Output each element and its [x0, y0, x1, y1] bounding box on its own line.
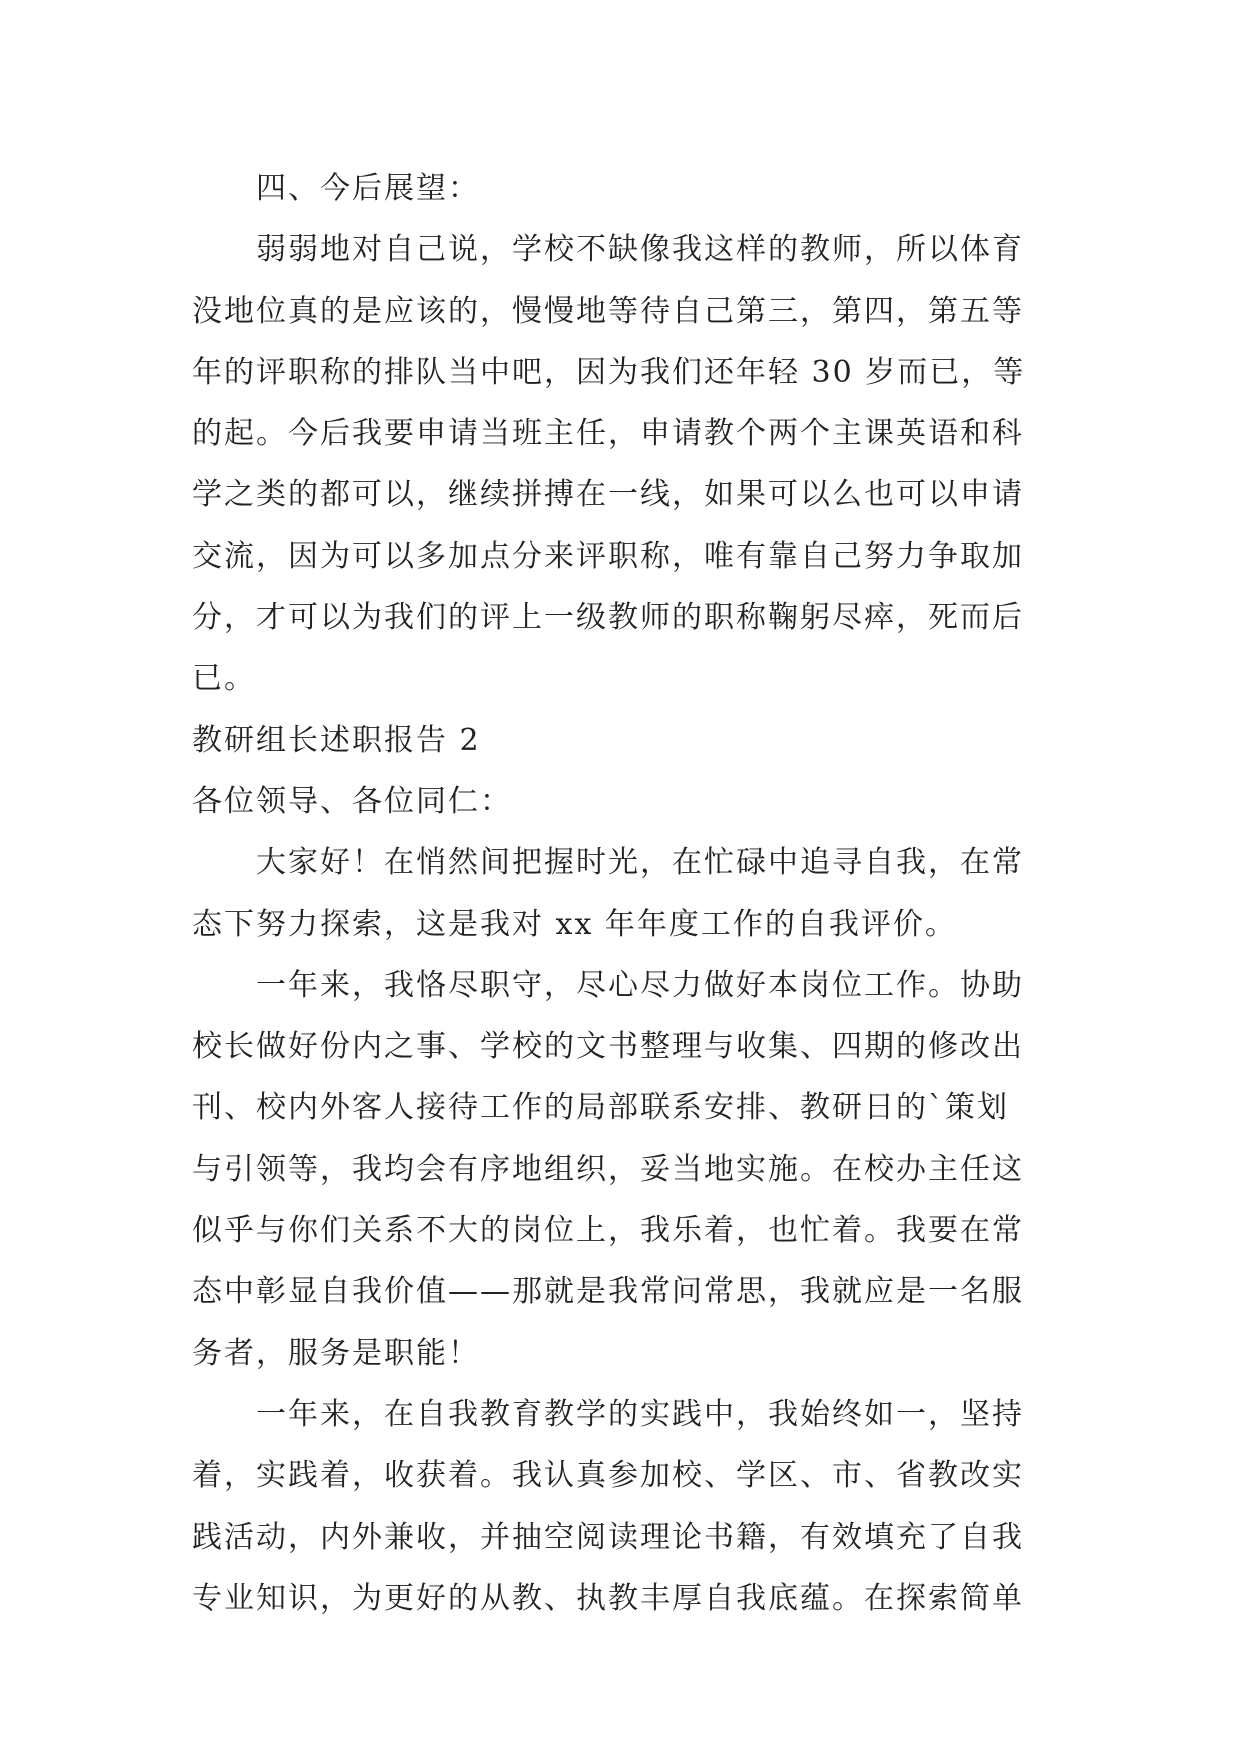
paragraph-line: 态中彰显自我价值——那就是我常问常思，我就应是一名服	[192, 1274, 1024, 1310]
paragraph-line: 专业知识，为更好的从教、执教丰厚自我底蕴。在探索简单	[192, 1580, 1024, 1616]
paragraph-line: 着，实践着，收获着。我认真参加校、学区、市、省教改实	[192, 1458, 1024, 1494]
paragraph-line: 一年来，我恪尽职守，尽心尽力做好本岗位工作。协助	[256, 967, 1024, 1003]
paragraph-line: 似乎与你们关系不大的岗位上，我乐着，也忙着。我要在常	[192, 1213, 1024, 1249]
paragraph-line: 没地位真的是应该的，慢慢地等待自己第三，第四，第五等	[192, 293, 1024, 329]
paragraph-line: 态下努力探索，这是我对 xx 年年度工作的自我评价。	[192, 906, 957, 942]
paragraph-line: 学之类的都可以，继续拼搏在一线，如果可以么也可以申请	[192, 477, 1024, 513]
paragraph-line: 校长做好份内之事、学校的文书整理与收集、四期的修改出	[192, 1029, 1024, 1065]
document-body	[192, 158, 1052, 1629]
paragraph-line: 交流，因为可以多加点分来评职称，唯有靠自己努力争取加	[192, 538, 1024, 574]
paragraph-line: 大家好！在悄然间把握时光，在忙碌中追寻自我，在常	[256, 845, 1024, 881]
report-title: 教研组长述职报告 2	[192, 722, 481, 758]
section-heading-outlook: 四、今后展望：	[256, 171, 480, 206]
paragraph-line: 务者，服务是职能！	[192, 1335, 480, 1371]
paragraph-line: 与引领等，我均会有序地组织，妥当地实施。在校办主任这	[192, 1151, 1024, 1187]
paragraph-line: 弱弱地对自己说，学校不缺像我这样的教师，所以体育	[256, 232, 1024, 268]
paragraph-line: 已。	[192, 661, 256, 697]
salutation: 各位领导、各位同仁：	[192, 783, 512, 819]
paragraph-line: 一年来，在自我教育教学的实践中，我始终如一，坚持	[256, 1396, 1024, 1432]
paragraph-line: 分，才可以为我们的评上一级教师的职称鞠躬尽瘁，死而后	[192, 600, 1024, 636]
paragraph-line: 刊、校内外客人接待工作的局部联系安排、教研日的`策划	[192, 1090, 1009, 1126]
paragraph-line: 的起。今后我要申请当班主任，申请教个两个主课英语和科	[192, 416, 1024, 452]
paragraph-line: 践活动，内外兼收，并抽空阅读理论书籍，有效填充了自我	[192, 1519, 1024, 1555]
paragraph-line: 年的评职称的排队当中吧，因为我们还年轻 30 岁而已，等	[192, 354, 1026, 390]
